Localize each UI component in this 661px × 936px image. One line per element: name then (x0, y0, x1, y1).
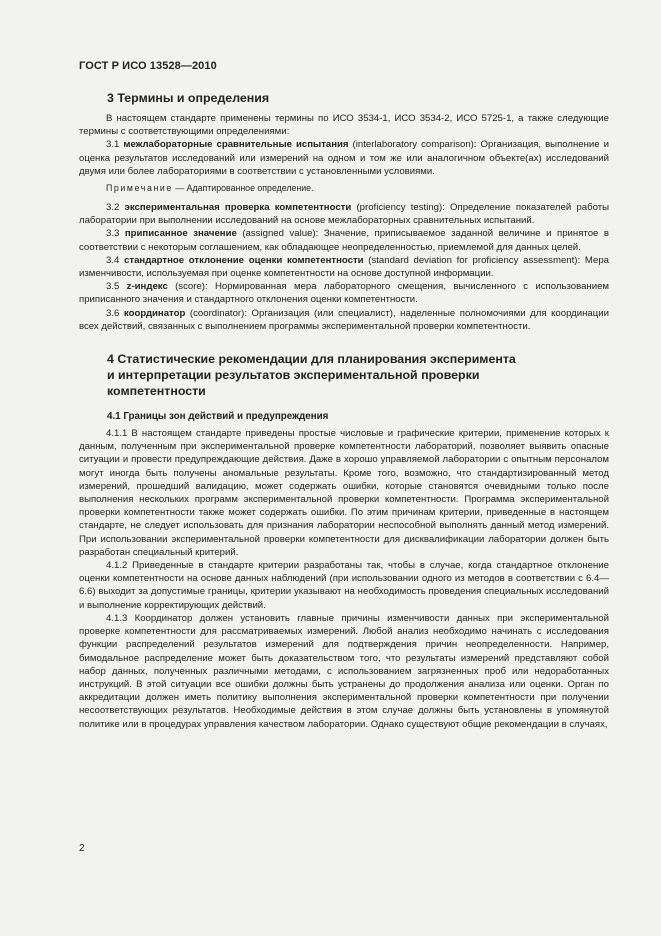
term-definition: (proficiency testing): Определение показателей работы лаборатории при выполнении исследований на основе межлабораторных сравнительных испытаний. (79, 202, 609, 227)
term-definition: (interlaboratory comparison): Организация, выполнение и оценка результатов исследований или измерений на одном и том же или аналогичном объекте(ах) исследований двумя или более лабораториями в соответствии с установленными условиями. (79, 139, 609, 177)
paragraph-4-1-2: 4.1.2 Приведенные в стандарте критерии разработаны так, чтобы в случае, когда стандартное отклонение оценки компетентности на основе данных наблюдений (при использовании одного из методов в соответствии с 6.4—6.6) выходит за допустимые границы, критерии указывают на необходимость проведения специальных исследований и выполнение корректирующих действий. (79, 560, 609, 611)
section-3-intro: В настоящем стандарте применены термины по ИСО 3534-1, ИСО 3534-2, ИСО 5725-1, а также следующие термины с соответствующими определениями: (79, 113, 609, 138)
term-number: 3.1 (106, 139, 124, 151)
term-3-1 (79, 138, 609, 178)
term-number: 3.3 (106, 228, 125, 240)
section-4-title-line-3: компетентности (107, 384, 206, 399)
page-number: 2 (79, 843, 85, 854)
term-3-5 (79, 280, 609, 306)
note-text: — Адаптированное определение. (172, 183, 314, 194)
subsection-4-1-title: 4.1 Границы зон действий и предупреждения (107, 411, 329, 423)
note-label: Примечание (106, 183, 173, 194)
term-number: 3.6 (106, 307, 124, 319)
term-3-6 (79, 307, 609, 333)
term-definition: (standard deviation for proficiency assessment): Мера изменчивости, используемая при оценке компетентности на основе доступной информации. (79, 254, 609, 280)
section-4-title-line-2: и интерпретации результатов экспериментальной проверки (107, 368, 480, 383)
term-name: координатор (123, 307, 186, 319)
note-3-1 (79, 182, 609, 195)
term-3-3 (79, 227, 609, 253)
term-name: экспериментальная проверка компетентности (124, 202, 352, 214)
term-name: стандартное отклонение оценки компетентности (124, 254, 364, 266)
term-name: z-индекс (126, 281, 168, 293)
term-number: 3.4 (106, 254, 125, 266)
term-name: приписанное значение (124, 228, 237, 240)
term-definition: (coordinator): Организация (или специалист), наделенные полномочиями для координации всех действий, связанных с выполнением программы экспериментальной проверки компетентности. (79, 307, 609, 332)
paragraph-4-1-1: 4.1.1 В настоящем стандарте приведены простые числовые и графические критерии, применение которых к данным, полученным при экспериментальной проверке компетентности лабораторий, позволяет выявить опасные ситуации и провести предупреждающие действия. Даже в хорошо управляемой лаборатории с опытным персоналом могут иногда быть получены аномальные результаты. Кроме того, возможно, что стандартизированный метод измерений, прошедший валидацию, может содержать ошибки, которые становятся очевидными только после выполнения нескольких программ экспериментальной проверки компетентности. Программа экспериментальной проверки компетентности также может содержать ошибки. По этим причинам критерии, приведенные в настоящем стандарте, не следует использовать для признания лаборатории неспособной выполнять данный метод измерений. При использовании экспериментальной проверки компетентности для дисквалификации лаборатории должен быть разработан специальный критерий. (79, 428, 609, 558)
section-4-title-line-1: 4 Статистические рекомендации для планирования эксперимента (107, 352, 516, 367)
term-number: 3.5 (106, 281, 127, 293)
page-content (79, 90, 609, 731)
term-number: 3.2 (106, 202, 125, 214)
term-3-4 (79, 254, 609, 280)
term-3-2 (79, 201, 609, 227)
running-header: ГОСТ Р ИСО 13528—2010 (79, 60, 217, 72)
paragraph-4-1-3: 4.1.3 Координатор должен установить главные причины изменчивости данных при экспериментальной проверке компетентности для рассматриваемых измерений. Любой анализ необходимо начинать с исследования функции распределений результатов измерений для подтверждения причин неопределенности. Например, бимодальное распределение может быть доказательством того, что результаты измерений представляют собой набор данных, полученных различными методами, с использованием загрязненных проб или недоработанных инструкций. В этой ситуации все ошибки должны быть устранены до продолжения анализа или оценки. Орган по аккредитации должен иметь политику выполнения экспериментальной проверки компетентности при получении несоответствующих результатов. Необходимые действия в этом случае должны быть установлены в упомянутой политике или в процедурах управления качеством лаборатории. Однако существуют общие рекомендации в случаях, (79, 612, 609, 730)
term-name: межлабораторные сравнительные испытания (123, 139, 349, 151)
term-definition: (assigned value): Значение, приписываемое заданной величине и принятое в соответствии с некоторым соглашением, как обладающее неопределенностью, приемлемой для данных целей. (79, 228, 609, 253)
term-definition: (score): Нормированная мера лабораторного смещения, вычисленного с использованием приписанного значения и стандартного отклонения оценки компетентности. (79, 281, 610, 306)
section-3-title: 3 Термины и определения (107, 91, 270, 105)
